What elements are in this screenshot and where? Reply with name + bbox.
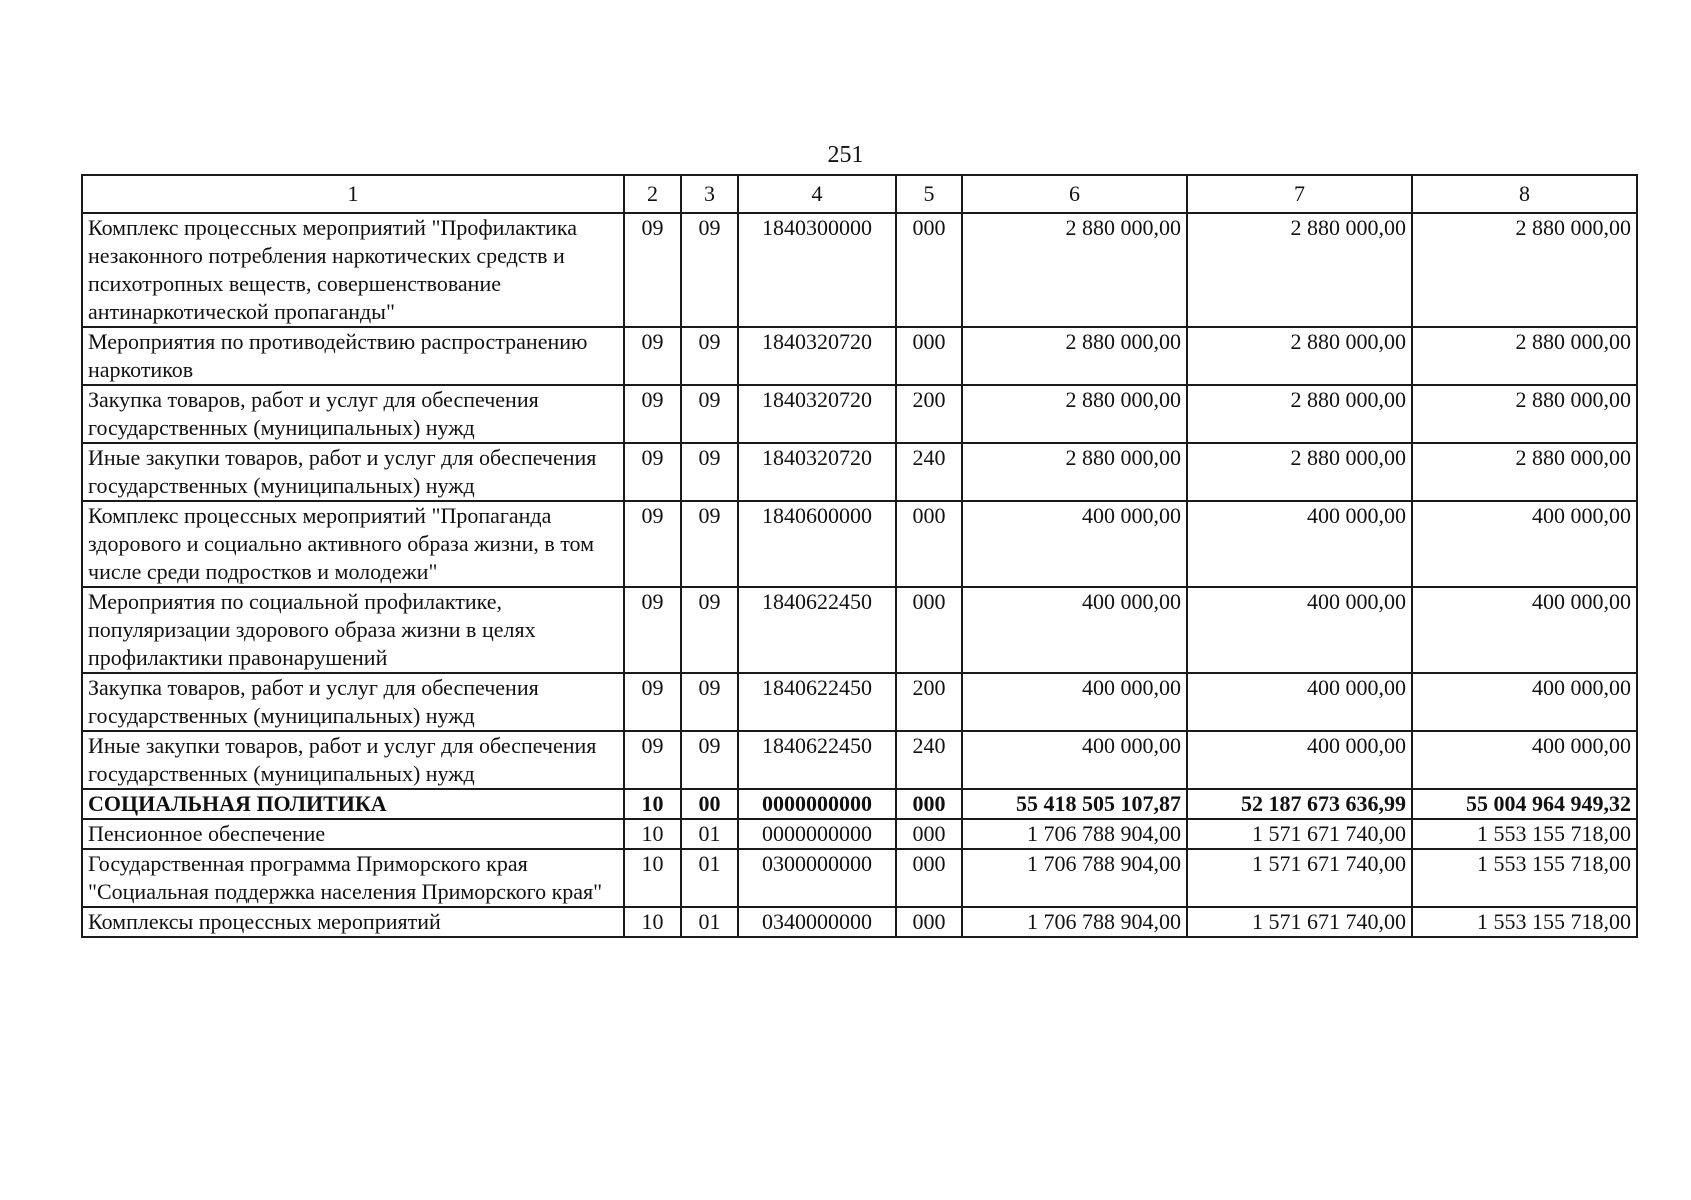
column-header: 5 bbox=[896, 175, 962, 213]
section-code: 09 bbox=[624, 673, 681, 731]
target-article-code: 1840622450 bbox=[738, 673, 896, 731]
subsection-code: 09 bbox=[681, 213, 738, 327]
column-header: 3 bbox=[681, 175, 738, 213]
row-name: Иные закупки товаров, работ и услуг для обеспечения государственных (муниципальных) нужд bbox=[82, 443, 624, 501]
expense-type-code: 200 bbox=[896, 673, 962, 731]
target-article-code: 0300000000 bbox=[738, 849, 896, 907]
section-code: 09 bbox=[624, 501, 681, 587]
amount-col7: 400 000,00 bbox=[1187, 731, 1412, 789]
table-row bbox=[82, 731, 1637, 789]
section-code: 09 bbox=[624, 587, 681, 673]
amount-col8: 2 880 000,00 bbox=[1412, 385, 1637, 443]
row-name: Государственная программа Приморского края "Социальная поддержка населения Приморского края" bbox=[82, 849, 624, 907]
amount-col6: 2 880 000,00 bbox=[962, 443, 1187, 501]
target-article-code: 1840622450 bbox=[738, 587, 896, 673]
amount-col7: 400 000,00 bbox=[1187, 673, 1412, 731]
expense-type-code: 000 bbox=[896, 819, 962, 849]
column-header: 4 bbox=[738, 175, 896, 213]
expense-type-code: 200 bbox=[896, 385, 962, 443]
section-code: 10 bbox=[624, 849, 681, 907]
section-code: 09 bbox=[624, 327, 681, 385]
section-code: 09 bbox=[624, 731, 681, 789]
amount-col8: 1 553 155 718,00 bbox=[1412, 849, 1637, 907]
amount-col6: 400 000,00 bbox=[962, 587, 1187, 673]
amount-col8: 1 553 155 718,00 bbox=[1412, 907, 1637, 937]
row-name: Мероприятия по противодействию распространению наркотиков bbox=[82, 327, 624, 385]
subsection-code: 09 bbox=[681, 731, 738, 789]
amount-col7: 1 571 671 740,00 bbox=[1187, 819, 1412, 849]
expense-type-code: 000 bbox=[896, 789, 962, 819]
table-row-section-total bbox=[82, 789, 1637, 819]
table-row bbox=[82, 907, 1637, 937]
section-code: 10 bbox=[624, 907, 681, 937]
table-row bbox=[82, 213, 1637, 327]
subsection-code: 01 bbox=[681, 819, 738, 849]
subsection-code: 00 bbox=[681, 789, 738, 819]
amount-col6: 55 418 505 107,87 bbox=[962, 789, 1187, 819]
table-row bbox=[82, 327, 1637, 385]
amount-col8: 1 553 155 718,00 bbox=[1412, 819, 1637, 849]
target-article-code: 0000000000 bbox=[738, 819, 896, 849]
expense-type-code: 000 bbox=[896, 501, 962, 587]
row-name: Закупка товаров, работ и услуг для обеспечения государственных (муниципальных) нужд bbox=[82, 673, 624, 731]
amount-col7: 52 187 673 636,99 bbox=[1187, 789, 1412, 819]
amount-col6: 2 880 000,00 bbox=[962, 385, 1187, 443]
expense-type-code: 240 bbox=[896, 731, 962, 789]
target-article-code: 0000000000 bbox=[738, 789, 896, 819]
row-name: СОЦИАЛЬНАЯ ПОЛИТИКА bbox=[82, 789, 624, 819]
expense-type-code: 000 bbox=[896, 849, 962, 907]
subsection-code: 01 bbox=[681, 849, 738, 907]
table-row bbox=[82, 673, 1637, 731]
table-row bbox=[82, 849, 1637, 907]
amount-col6: 400 000,00 bbox=[962, 501, 1187, 587]
subsection-code: 09 bbox=[681, 673, 738, 731]
target-article-code: 1840600000 bbox=[738, 501, 896, 587]
table-row bbox=[82, 587, 1637, 673]
column-header: 7 bbox=[1187, 175, 1412, 213]
column-header: 8 bbox=[1412, 175, 1637, 213]
target-article-code: 1840622450 bbox=[738, 731, 896, 789]
table-row bbox=[82, 385, 1637, 443]
subsection-code: 09 bbox=[681, 327, 738, 385]
column-header: 2 bbox=[624, 175, 681, 213]
amount-col8: 400 000,00 bbox=[1412, 501, 1637, 587]
amount-col6: 2 880 000,00 bbox=[962, 327, 1187, 385]
target-article-code: 1840320720 bbox=[738, 443, 896, 501]
section-code: 09 bbox=[624, 443, 681, 501]
subsection-code: 09 bbox=[681, 587, 738, 673]
amount-col8: 400 000,00 bbox=[1412, 587, 1637, 673]
expense-type-code: 240 bbox=[896, 443, 962, 501]
column-header: 6 bbox=[962, 175, 1187, 213]
amount-col8: 400 000,00 bbox=[1412, 731, 1637, 789]
row-name: Комплексы процессных мероприятий bbox=[82, 907, 624, 937]
page-number: 251 bbox=[827, 142, 864, 168]
target-article-code: 1840300000 bbox=[738, 213, 896, 327]
expense-type-code: 000 bbox=[896, 587, 962, 673]
amount-col6: 1 706 788 904,00 bbox=[962, 819, 1187, 849]
expense-type-code: 000 bbox=[896, 327, 962, 385]
section-code: 09 bbox=[624, 213, 681, 327]
subsection-code: 09 bbox=[681, 385, 738, 443]
table-row bbox=[82, 501, 1637, 587]
subsection-code: 09 bbox=[681, 443, 738, 501]
target-article-code: 0340000000 bbox=[738, 907, 896, 937]
row-name: Иные закупки товаров, работ и услуг для обеспечения государственных (муниципальных) нужд bbox=[82, 731, 624, 789]
row-name: Мероприятия по социальной профилактике, популяризации здорового образа жизни в целях профилактики правонарушений bbox=[82, 587, 624, 673]
subsection-code: 01 bbox=[681, 907, 738, 937]
target-article-code: 1840320720 bbox=[738, 327, 896, 385]
budget-table bbox=[81, 174, 1638, 938]
amount-col6: 2 880 000,00 bbox=[962, 213, 1187, 327]
amount-col7: 400 000,00 bbox=[1187, 587, 1412, 673]
table-row bbox=[82, 443, 1637, 501]
amount-col6: 1 706 788 904,00 bbox=[962, 849, 1187, 907]
section-code: 10 bbox=[624, 789, 681, 819]
amount-col8: 400 000,00 bbox=[1412, 673, 1637, 731]
amount-col7: 1 571 671 740,00 bbox=[1187, 907, 1412, 937]
amount-col6: 400 000,00 bbox=[962, 673, 1187, 731]
subsection-code: 09 bbox=[681, 501, 738, 587]
target-article-code: 1840320720 bbox=[738, 385, 896, 443]
section-code: 09 bbox=[624, 385, 681, 443]
amount-col8: 2 880 000,00 bbox=[1412, 213, 1637, 327]
expense-type-code: 000 bbox=[896, 213, 962, 327]
amount-col7: 400 000,00 bbox=[1187, 501, 1412, 587]
amount-col7: 2 880 000,00 bbox=[1187, 385, 1412, 443]
amount-col8: 2 880 000,00 bbox=[1412, 443, 1637, 501]
amount-col7: 2 880 000,00 bbox=[1187, 213, 1412, 327]
amount-col6: 1 706 788 904,00 bbox=[962, 907, 1187, 937]
expense-type-code: 000 bbox=[896, 907, 962, 937]
amount-col7: 1 571 671 740,00 bbox=[1187, 849, 1412, 907]
section-code: 10 bbox=[624, 819, 681, 849]
column-header: 1 bbox=[82, 175, 624, 213]
table-row bbox=[82, 819, 1637, 849]
amount-col7: 2 880 000,00 bbox=[1187, 327, 1412, 385]
amount-col8: 2 880 000,00 bbox=[1412, 327, 1637, 385]
amount-col7: 2 880 000,00 bbox=[1187, 443, 1412, 501]
amount-col6: 400 000,00 bbox=[962, 731, 1187, 789]
row-name: Закупка товаров, работ и услуг для обеспечения государственных (муниципальных) нужд bbox=[82, 385, 624, 443]
amount-col8: 55 004 964 949,32 bbox=[1412, 789, 1637, 819]
row-name: Комплекс процессных мероприятий "Профилактика незаконного потребления наркотических средств и психотропных веществ, совершенствование антинаркотической пропаганды" bbox=[82, 213, 624, 327]
row-name: Пенсионное обеспечение bbox=[82, 819, 624, 849]
header-row bbox=[82, 175, 1637, 213]
row-name: Комплекс процессных мероприятий "Пропаганда здорового и социально активного образа жизни, в том числе среди подростков и молодежи" bbox=[82, 501, 624, 587]
